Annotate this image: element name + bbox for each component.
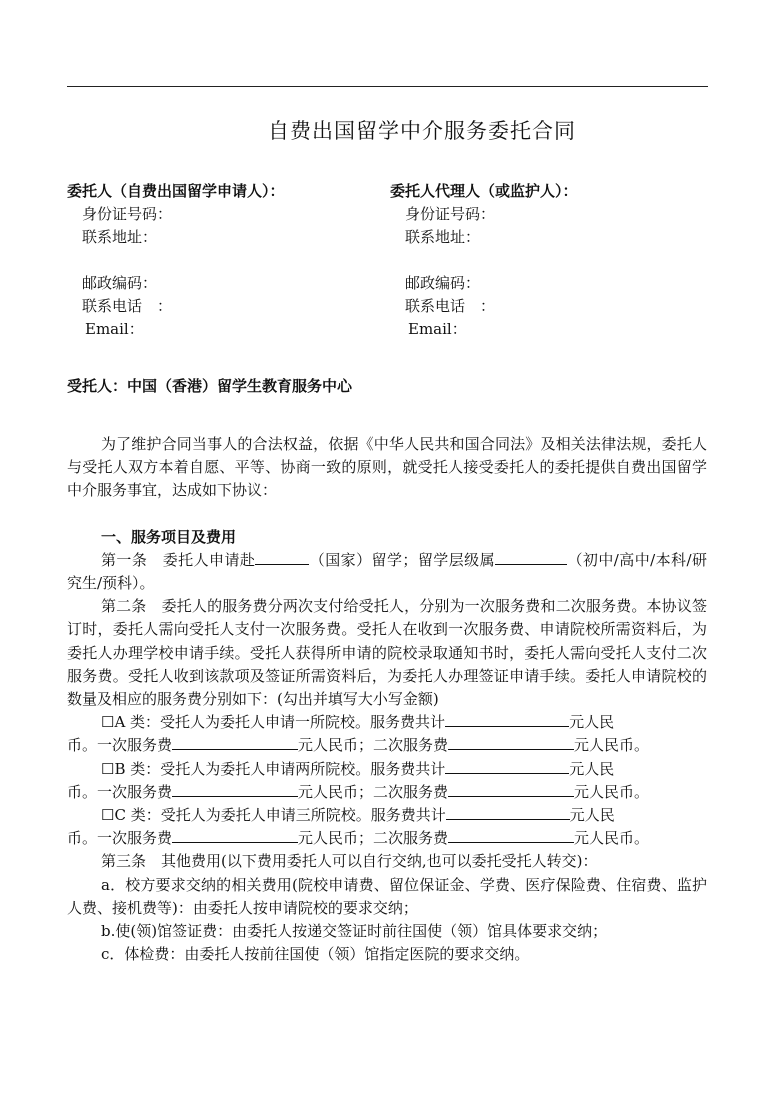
level-blank[interactable] [495,549,567,565]
agent-postcode-label: 邮政编码： [405,274,481,292]
principal-id-label: 身份证号码： [82,205,173,223]
option-b-split-line [67,781,707,804]
option-c-second-fee-blank[interactable] [448,827,574,843]
agent-id-label: 身份证号码： [405,205,496,223]
option-a-text: ☐A 类：受托人为委托人申请一所院校。服务费共计 [101,713,446,732]
option-a-line [67,711,707,734]
article-1-part-b: （国家）留学；留学层级属 [309,550,496,569]
option-a-yuan: 元人民 [569,713,615,732]
article-1-part-a: 第一条 委托人申请赴 [101,550,256,569]
article-2: 第二条 委托人的服务费分两次支付给受托人，分别为一次服务费和二次服务费。本协议签订时，委托人需向受托人支付一次服务费。受托人在收到一次服务费、申请院校所需资料后，为委托人办理学校申请手续。受托人获得所申请的院校录取通知书时，委托人需向受托人支付二次服务费。受托人收到该款项及签证所需资料后，为委托人办理签证申请手续。委托人申请院校的数量及相应的服务费分别如下：(勾出并填写大小写金额) [67,597,707,709]
article-3-a: a．校方要求交纳的相关费用(院校申请费、留位保证金、学费、医疗保险费、住宿费、监护人费、接机费等)：由委托人按申请院校的要求交纳； [67,875,707,917]
header-rule [67,86,708,87]
option-a-first-label: 币。一次服务费 [67,736,173,755]
option-a-total-blank[interactable] [445,711,569,727]
option-b-text: ☐B 类：受托人为委托人申请两所院校。服务费共计 [101,759,446,778]
option-a-second-fee-blank[interactable] [448,734,574,750]
option-c-yuan: 元人民 [569,806,615,825]
principal-address-label: 联系地址： [82,228,158,246]
principal-block [67,180,285,341]
principal-heading: 委托人（自费出国留学申请人）： [67,182,285,200]
option-c-first-label: 币。一次服务费 [67,829,173,848]
preamble-paragraph: 为了维护合同当事人的合法权益，依据《中华人民共和国合同法》及相关法律法规，委托人与受托人双方本着自愿、平等、协商一致的原则，就受托人接受委托人的委托提供自费出国留学中介服务事宜，达成如下协议： [67,435,707,500]
option-c-total-blank[interactable] [446,804,570,820]
country-blank[interactable] [255,549,309,565]
option-a-split-line [67,734,707,757]
trustee-line: 受托人：中国（香港）留学生教育服务中心 [67,377,353,395]
agent-block [390,180,578,341]
option-a-second-label: 元人民币；二次服务费 [298,736,449,755]
option-b-total-blank[interactable] [445,758,569,774]
document-title: 自费出国留学中介服务委托合同 [268,119,576,143]
option-b-second-label: 元人民币；二次服务费 [298,782,449,801]
agent-email-label: Email： [408,320,467,338]
contract-body [67,433,707,966]
principal-phone-label: 联系电话 ： [82,297,173,315]
option-c-text: ☐C 类：受托人为委托人申请三所院校。服务费共计 [101,806,446,825]
option-b-line [67,758,707,781]
article-3-b: b.使(领)馆签证费：由委托人按递交签证时前往国使（领）馆具体要求交纳； [101,922,608,941]
option-c-end: 元人民币。 [574,829,650,848]
option-b-first-label: 币。一次服务费 [67,782,173,801]
article-3-c: c．体检费：由委托人按前往国使（领）馆指定医院的要求交纳。 [101,945,530,964]
option-b-first-fee-blank[interactable] [172,781,298,797]
option-a-end: 元人民币。 [574,736,650,755]
option-c-split-line [67,827,707,850]
option-b-second-fee-blank[interactable] [448,781,574,797]
agent-address-label: 联系地址： [405,228,481,246]
option-b-end: 元人民币。 [574,782,650,801]
agent-heading: 委托人代理人（或监护人）： [390,182,578,200]
agent-phone-label: 联系电话 ： [405,297,496,315]
principal-postcode-label: 邮政编码： [82,274,158,292]
section-heading-services: 一、服务项目及费用 [101,527,237,546]
option-a-first-fee-blank[interactable] [172,734,298,750]
article-1-part-c: （初中/高中/本科/研究生/预科）。 [67,550,707,593]
article-1 [67,549,707,595]
option-c-second-label: 元人民币；二次服务费 [298,829,449,848]
option-b-yuan: 元人民 [569,759,615,778]
principal-email-label: Email： [85,320,144,338]
option-c-first-fee-blank[interactable] [172,827,298,843]
option-c-line [67,804,707,827]
article-3: 第三条 其他费用(以下费用委托人可以自行交纳,也可以委托受托人转交)： [101,852,598,871]
